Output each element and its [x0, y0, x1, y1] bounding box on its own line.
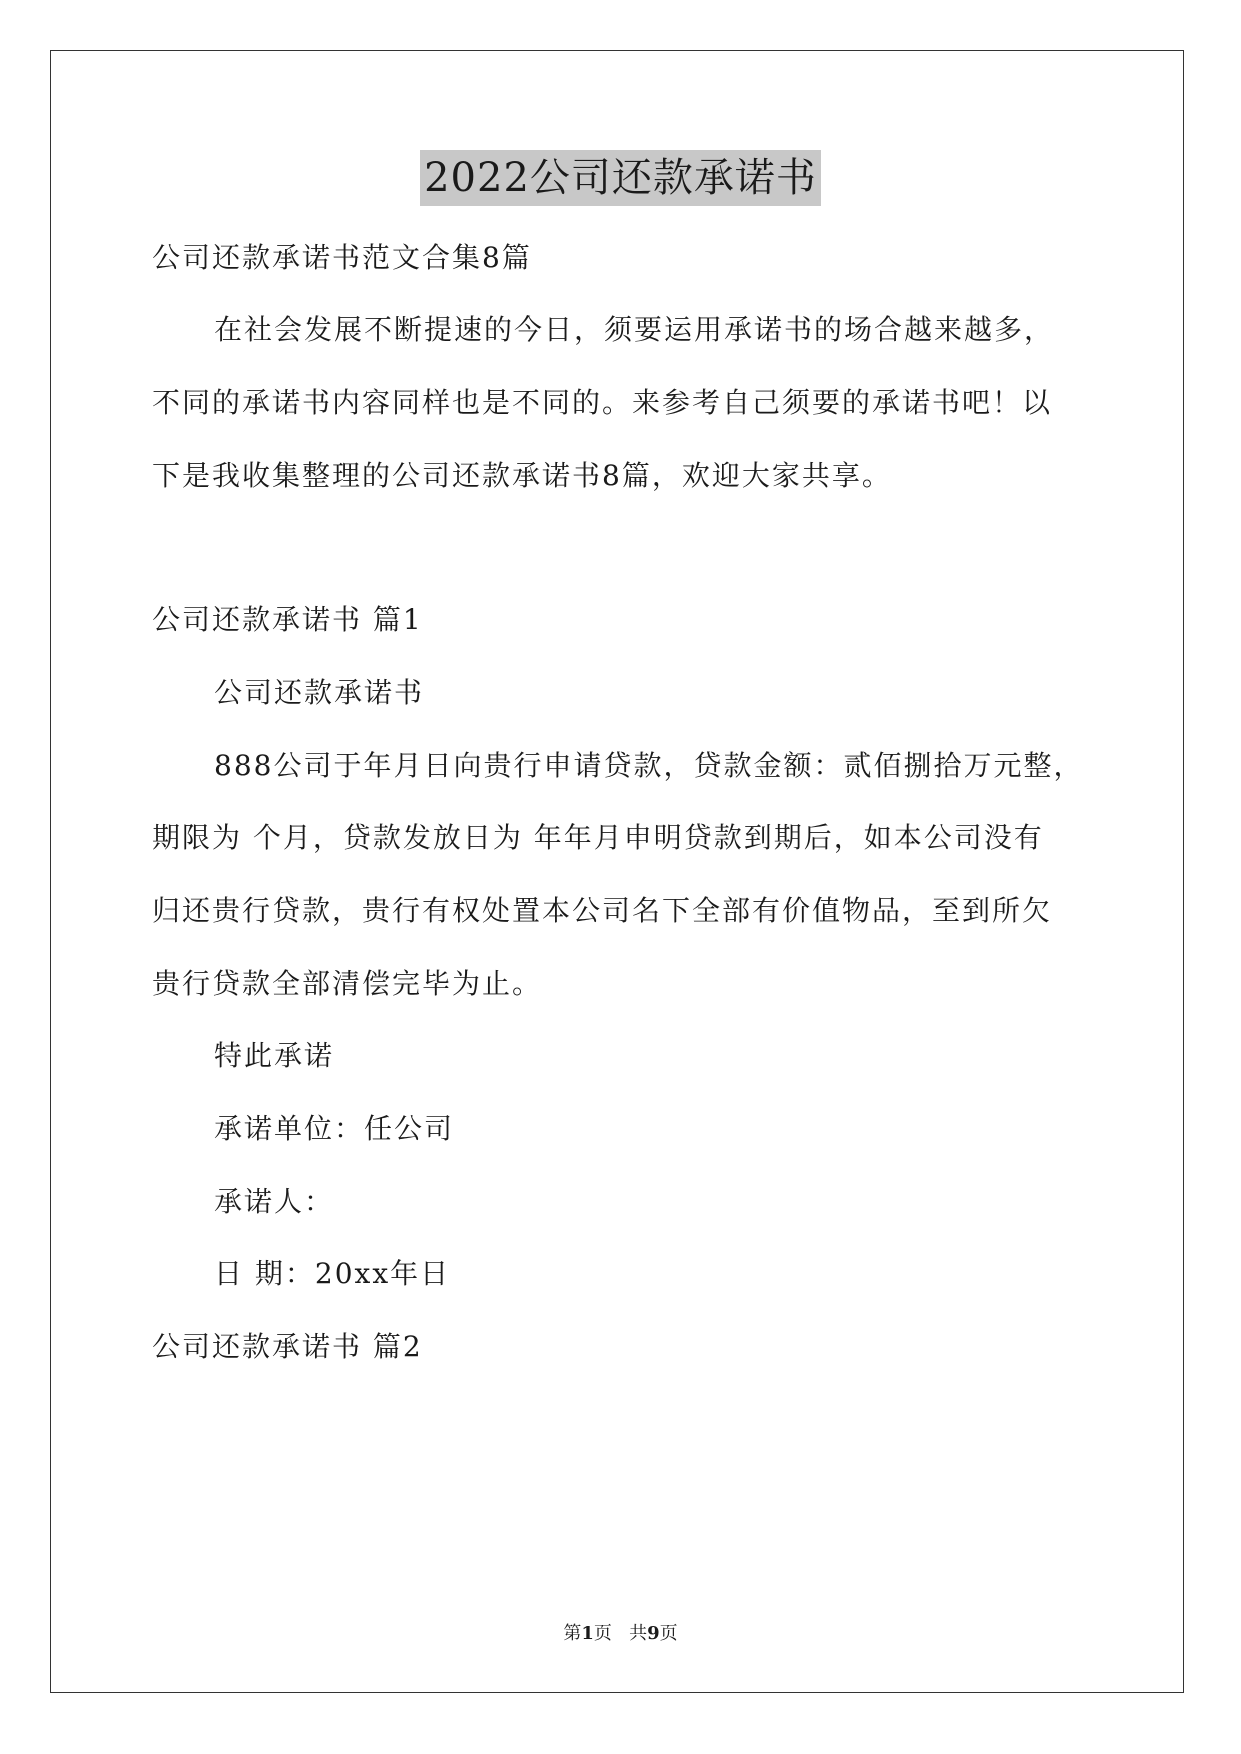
- footer-page-label: 页 共: [593, 1623, 648, 1644]
- body-line-4: 贵行贷款全部清偿完毕为止。: [152, 967, 543, 1000]
- section-heading-2: 公司还款承诺书 篇2: [152, 1330, 423, 1363]
- page-border: [50, 50, 1184, 1693]
- intro-line-1: 在社会发展不断提速的今日，须要运用承诺书的场合越来越多，: [214, 313, 1055, 346]
- page-footer: [0, 1622, 1241, 1646]
- date-line: 日 期：20xx年日: [214, 1257, 451, 1290]
- closing-line: 特此承诺: [214, 1039, 335, 1072]
- footer-prefix: 第: [563, 1623, 582, 1644]
- signing-unit: 承诺单位：任公司: [214, 1112, 455, 1145]
- footer-total-pages: 9: [647, 1623, 660, 1644]
- letter-title: 公司还款承诺书: [214, 676, 425, 709]
- body-line-3: 归还贵行贷款，贵行有权处置本公司名下全部有价值物品，至到所欠: [152, 894, 1053, 927]
- intro-line-3: 下是我收集整理的公司还款承诺书8篇，欢迎大家共享。: [152, 459, 892, 492]
- intro-line-2: 不同的承诺书内容同样也是不同的。来参考自己须要的承诺书吧！以: [152, 386, 1053, 419]
- subtitle-line: 公司还款承诺书范文合集8篇: [152, 241, 532, 274]
- section-heading-1: 公司还款承诺书 篇1: [152, 603, 423, 636]
- signer: 承诺人：: [214, 1185, 335, 1218]
- title-container: [0, 150, 1241, 206]
- body-line-2: 期限为 个月，贷款发放日为 年年月申明贷款到期后，如本公司没有: [152, 821, 1044, 854]
- footer-suffix: 页: [659, 1623, 678, 1644]
- document-title: 2022公司还款承诺书: [420, 150, 821, 206]
- footer-current-page: 1: [581, 1623, 594, 1644]
- body-line-1: 888公司于年月日向贵行申请贷款，贷款金额：贰佰捌拾万元整，: [214, 749, 1084, 782]
